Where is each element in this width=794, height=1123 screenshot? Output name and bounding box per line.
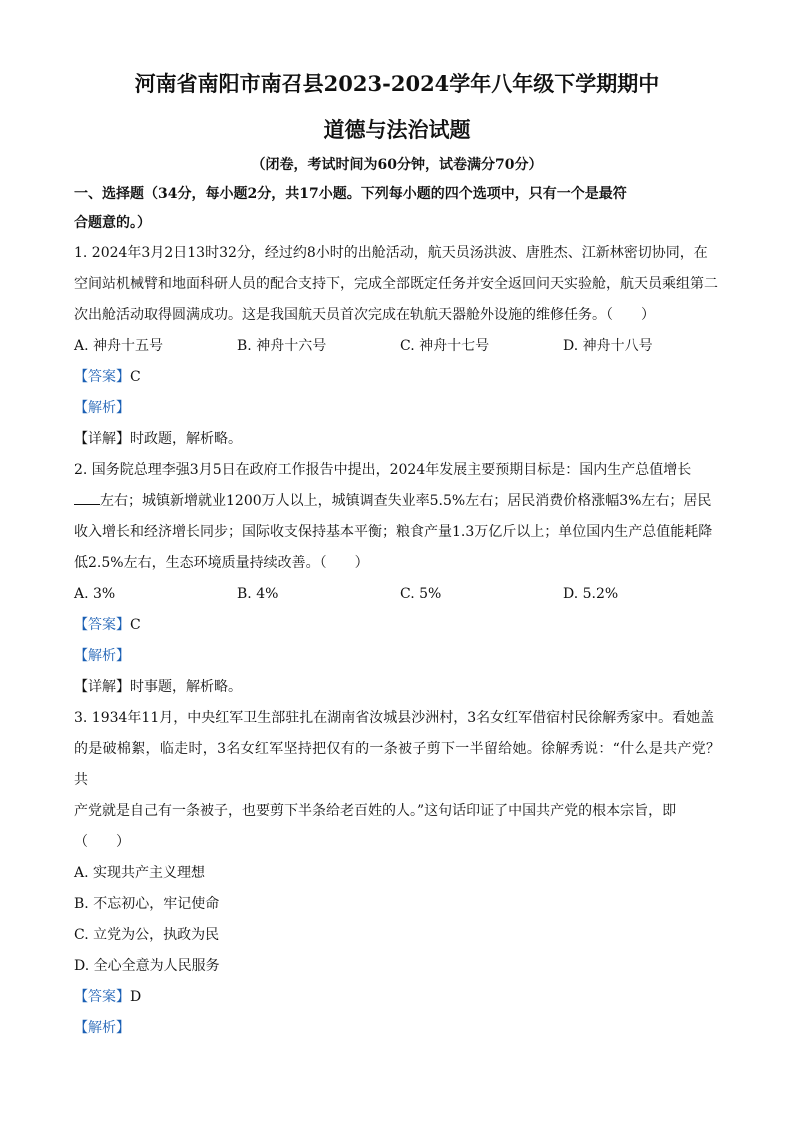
analysis-line <box>74 393 720 424</box>
question-1 <box>74 238 720 455</box>
answer-line <box>74 982 720 1013</box>
answer-line <box>74 610 720 641</box>
option-d: D. 全心全意为人民服务 <box>74 958 220 974</box>
answer-value: C <box>130 369 141 385</box>
question-text-line: 空间站机械臂和地面科研人员的配合支持下，完成全部既定任务并安全返回问天实验舱，航天员乘组第二 <box>74 276 718 292</box>
section-heading: 一、选择题（34分，每小题2分，共17小题。下列每小题的四个选项中，只有一个是最符 <box>74 186 627 202</box>
options-row <box>74 579 720 610</box>
question-2 <box>74 455 720 703</box>
option-b: B. 神舟十六号 <box>237 338 327 354</box>
option-d: D. 5.2% <box>563 586 619 602</box>
option-c: C. 神舟十七号 <box>400 338 490 354</box>
analysis-label: 【解析】 <box>74 1020 130 1036</box>
answer-line <box>74 362 720 393</box>
option-a: A. 实现共产主义理想 <box>74 865 206 881</box>
question-text-line: 次出舱活动取得圆满成功。这是我国航天员首次完成在轨航天器舱外设施的维修任务。（ ） <box>74 307 655 323</box>
option-a: A. 3% <box>74 586 116 602</box>
question-text-line <box>74 486 720 517</box>
question-3 <box>74 703 720 1044</box>
answer-label: 【答案】 <box>74 369 130 385</box>
answer-label: 【答案】 <box>74 617 130 633</box>
option-a: A. 神舟十五号 <box>74 338 164 354</box>
option-c: C. 5% <box>400 586 442 602</box>
question-text-line: 2. 国务院总理李强3月5日在政府工作报告中提出，2024年发展主要预期目标是：国内生产总值增长 <box>74 462 692 478</box>
analysis-label: 【解析】 <box>74 400 130 416</box>
question-text-line: 的是破棉絮，临走时，3名女红军坚持把仅有的一条被子剪下一半留给她。徐解秀说：“什么是共产党？共 <box>74 741 720 788</box>
option-c: C. 立党为公，执政为民 <box>74 927 220 943</box>
answer-value: D <box>130 989 142 1005</box>
option-b: B. 不忘初心，牢记使命 <box>74 896 220 912</box>
question-text-after-blank: 左右；城镇新增就业1200万人以上，城镇调查失业率5.5%左右；居民消费价格涨幅3%左右；居民 <box>100 493 712 509</box>
question-text-line: （ ） <box>74 834 130 850</box>
detail-label: 【详解】 <box>74 431 130 447</box>
question-text-line: 3. 1934年11月，中央红军卫生部驻扎在湖南省汝城县沙洲村，3名女红军借宿村民徐解秀家中。看她盖 <box>74 710 715 726</box>
detail-text: 时事题，解析略。 <box>130 679 242 695</box>
fill-blank <box>74 490 100 505</box>
exam-instructions: （闭卷，考试时间为60分钟，试卷满分70分） <box>251 157 543 173</box>
question-text-line: 低2.5%左右，生态环境质量持续改善。（ ） <box>74 555 369 571</box>
detail-text: 时政题，解析略。 <box>130 431 242 447</box>
analysis-label: 【解析】 <box>74 648 130 664</box>
analysis-line <box>74 1013 720 1044</box>
detail-label: 【详解】 <box>74 679 130 695</box>
detail-line <box>74 672 720 703</box>
option-b: B. 4% <box>237 586 279 602</box>
question-text-line: 1. 2024年3月2日13时32分，经过约8小时的出舱活动，航天员汤洪波、唐胜杰、江新林密切协同，在 <box>74 245 708 261</box>
analysis-line <box>74 641 720 672</box>
answer-value: C <box>130 617 141 633</box>
section-heading-cont: 合题意的。） <box>74 215 151 231</box>
option-d: D. 神舟十八号 <box>563 338 653 354</box>
question-text-line: 产党就是自己有一条被子，也要剪下半条给老百姓的人。”这句话印证了中国共产党的根本宗旨，即 <box>74 803 677 819</box>
detail-line <box>74 424 720 455</box>
exam-subject-title: 道德与法治试题 <box>323 117 471 142</box>
exam-title: 河南省南阳市南召县2023-2024学年八年级下学期期中 <box>134 71 660 96</box>
question-text-line: 收入增长和经济增长同步；国际收支保持基本平衡；粮食产量1.3万亿斤以上；单位国内生产总值能耗降 <box>74 524 713 540</box>
answer-label: 【答案】 <box>74 989 130 1005</box>
options-row <box>74 331 720 362</box>
